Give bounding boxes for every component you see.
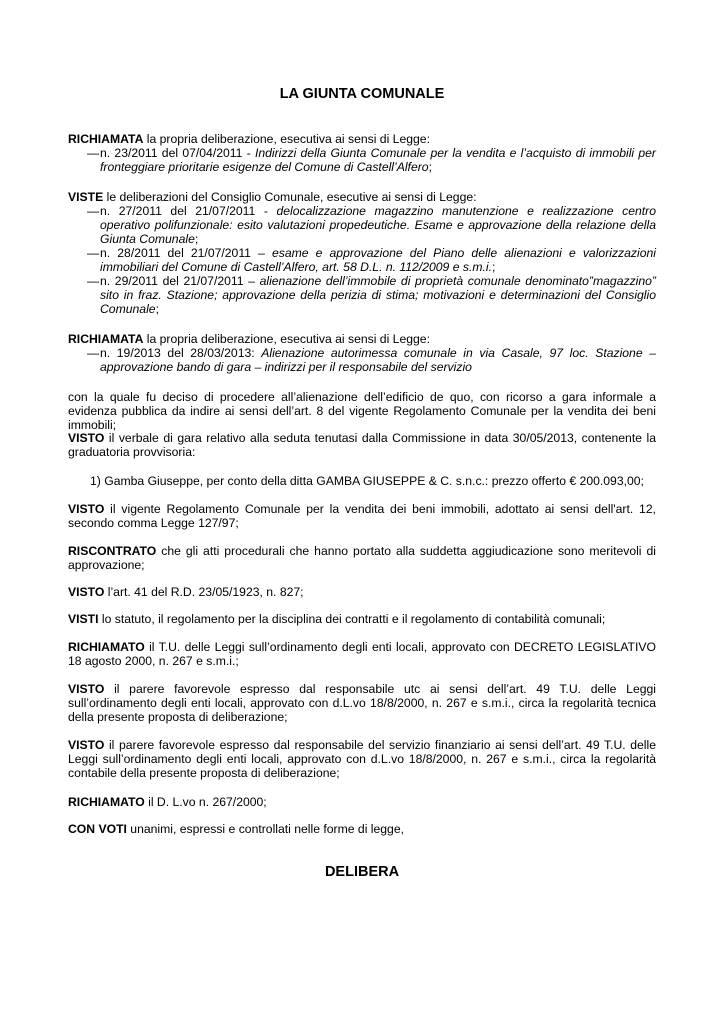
paragraph-dlvo: RICHIAMATO il D. L.vo n. 267/2000; — [68, 795, 267, 809]
list-item: — n. 27/2011 del 21/07/2011 - delocalizzazione magazzino manutenzione e realizzazione centro operativo polifunzionale: esito valutazioni propedeutiche. Esame e approvazione della relazione della Giunta Comunale; — [87, 204, 656, 246]
paragraph-tu: RICHIAMATO il T.U. delle Leggi sull’ordinamento degli enti locali, approvato con DECRETO LEGISLATIVO 18 agosto 2000, n. 267 e s.m.i.; — [68, 640, 656, 668]
list-item: — n. 29/2011 del 21/07/2011 – alienazione dell’immobile di proprietà comunale denominato”magazzino” sito in fraz. Stazione; approvazione della perizia di stima; motivazioni e determinazioni del Consiglio Comunale; — [87, 274, 656, 316]
keyword: VISTE — [68, 190, 104, 204]
paragraph-verbale: VISTO il verbale di gara relativo alla seduta tenutasi dalla Commissione in data 30/05/2013, contenente la graduatoria provvisoria: — [68, 431, 656, 459]
richiamata-block-2 — [68, 332, 656, 374]
richiamata-block-1 — [68, 132, 656, 174]
list-item: — n. 19/2013 del 28/03/2013: Alienazione autorimessa comunale in via Casale, 97 loc. Stazione – approvazione bando di gara – indirizzi per il responsabile del servizio — [87, 346, 656, 374]
dash-bullet: — — [87, 246, 100, 260]
offer-line: 1) Gamba Giuseppe, per conto della ditta GAMBA GIUSEPPE & C. s.n.c.: prezzo offerto € 200.093,00; — [90, 474, 644, 488]
paragraph-statuto: VISTI lo statuto, il regolamento per la disciplina dei contratti e il regolamento di contabilità comunali; — [68, 612, 606, 626]
reference-list — [68, 146, 656, 174]
paragraph-riscontrato: RISCONTRATO che gli atti procedurali che hanno portato alla suddetta aggiudicazione sono meritevoli di approvazione; — [68, 544, 656, 572]
dash-bullet: — — [87, 346, 100, 360]
paragraph: RICHIAMATA la propria deliberazione, esecutiva ai sensi di Legge: — [68, 332, 430, 346]
paragraph: RICHIAMATA la propria deliberazione, esecutiva ai sensi di Legge: — [68, 132, 430, 146]
paragraph: VISTE le deliberazioni del Consiglio Comunale, esecutive ai sensi di Legge: — [68, 190, 477, 204]
dash-bullet: — — [87, 146, 100, 160]
keyword: RICHIAMATA — [68, 132, 144, 146]
paragraph-utc: VISTO il parere favorevole espresso dal responsabile utc ai sensi dell’art. 49 T.U. delle Leggi sull’ordinamento degli enti locali, approvato con d.L.vo 18/8/2000, n. 267 e s.m.i., circa la regolarità tecnica della presente proposta di deliberazione; — [68, 682, 656, 724]
document-title: LA GIUNTA COMUNALE — [279, 86, 445, 102]
list-item: — n. 23/2011 del 07/04/2011 - Indirizzi della Giunta Comunale per la vendita e l’acquisto di immobili per fronteggiare prioritarie esigenze del Comune di Castell’Alfero; — [87, 146, 656, 174]
reference-list — [68, 204, 656, 316]
paragraph-regolamento: VISTO il vigente Regolamento Comunale per la vendita dei beni immobili, adottato ai sensi dell'art. 12, secondo comma Legge 127/97; — [68, 502, 656, 530]
paragraph-voti: CON VOTI unanimi, espressi e controllati nelle forme di legge, — [68, 822, 404, 836]
reference-list — [68, 346, 656, 374]
paragraph-finanziario: VISTO il parere favorevole espresso dal responsabile del servizio finanziario ai sensi dell’art. 49 T.U. delle Leggi sull’ordinamento degli enti locali, approvato con d.L.vo 18/8/2000, n. 267 e s.m.i., circa la regolarità contabile della presente proposta di deliberazione; — [68, 738, 656, 780]
dash-bullet: — — [87, 274, 100, 288]
keyword: RICHIAMATA — [68, 332, 144, 346]
dash-bullet: — — [87, 204, 100, 218]
delibera-heading: DELIBERA — [324, 864, 400, 880]
viste-block — [68, 190, 656, 316]
paragraph-quale: con la quale fu deciso di procedere all’alienazione dell’edificio de quo, con ricorso a gara informale a evidenza pubblica da indire ai sensi dell’art. 8 del vigente Regolamento Comunale per la vendita dei beni immobili; — [68, 390, 656, 432]
list-item: — n. 28/2011 del 21/07/2011 – esame e approvazione del Piano delle alienazioni e valorizzazioni immobiliari del Comune di Castell’Alfero, art. 58 D.L. n. 112/2009 e s.m.i.; — [87, 246, 656, 274]
paragraph-rd: VISTO l’art. 41 del R.D. 23/05/1923, n. 827; — [68, 585, 304, 599]
